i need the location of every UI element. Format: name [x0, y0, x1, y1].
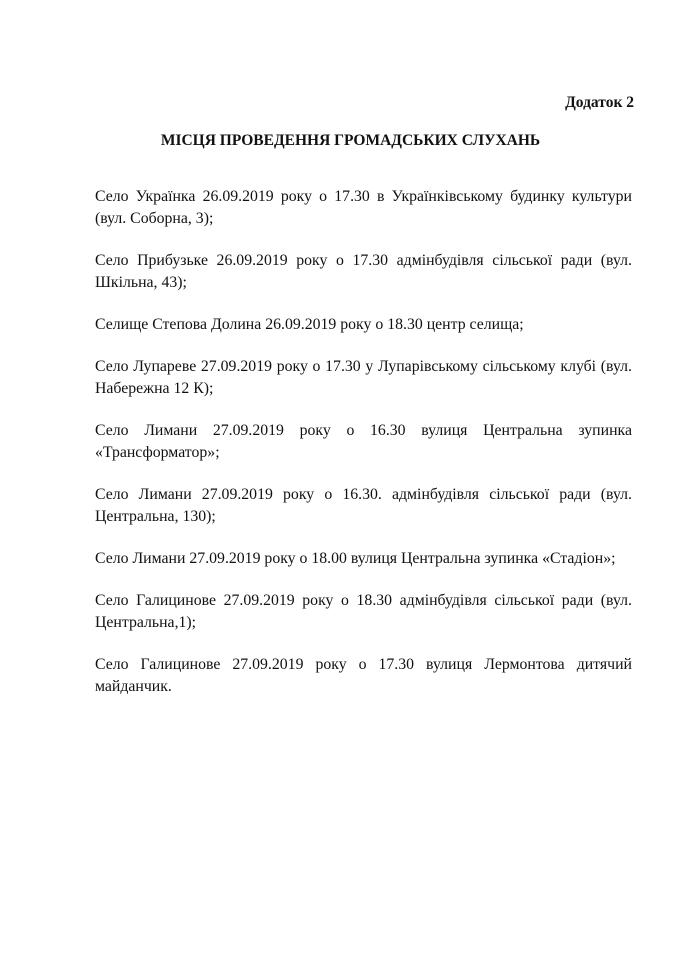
paragraph-lymany-stadion: Село Лимани 27.09.2019 року о 18.00 вулиця Центральна зупинка «Стадіон»;: [95, 550, 616, 567]
document-body: [95, 186, 632, 718]
paragraph-halytsynove-admin: Село Галицинове 27.09.2019 року о 18.30 адмінбудівля сільської ради (вул. Центральна,1);: [95, 592, 632, 631]
document-title: МІСЦЯ ПРОВЕДЕННЯ ГРОМАДСЬКИХ СЛУХАНЬ: [160, 132, 541, 149]
annex-label: Додаток 2: [565, 94, 634, 111]
paragraph-lymany-transformator: Село Лимани 27.09.2019 року о 16.30 вулиця Центральна зупинка «Трансформатор»;: [95, 422, 632, 461]
paragraph-lymany-admin: Село Лимани 27.09.2019 року о 16.30. адмінбудівля сільської ради (вул. Центральна, 130);: [95, 486, 632, 525]
paragraph-lupareve: Село Лупареве 27.09.2019 року о 17.30 у Лупарівському сільському клубі (вул. Набережна 12 К);: [95, 358, 632, 397]
paragraph-prybuzke: Село Прибузьке 26.09.2019 року о 17.30 адмінбудівля сільської ради (вул. Шкільна, 43);: [95, 252, 632, 291]
paragraph-stepova-dolyna: Селище Степова Долина 26.09.2019 року о 18.30 центр селища;: [95, 316, 524, 333]
paragraph-ukrainka: Село Українка 26.09.2019 року о 17.30 в Українківському будинку культури (вул. Соборна, 3);: [95, 188, 632, 227]
paragraph-halytsynove-playground: Село Галицинове 27.09.2019 року о 17.30 вулиця Лермонтова дитячий майданчик.: [95, 656, 632, 695]
